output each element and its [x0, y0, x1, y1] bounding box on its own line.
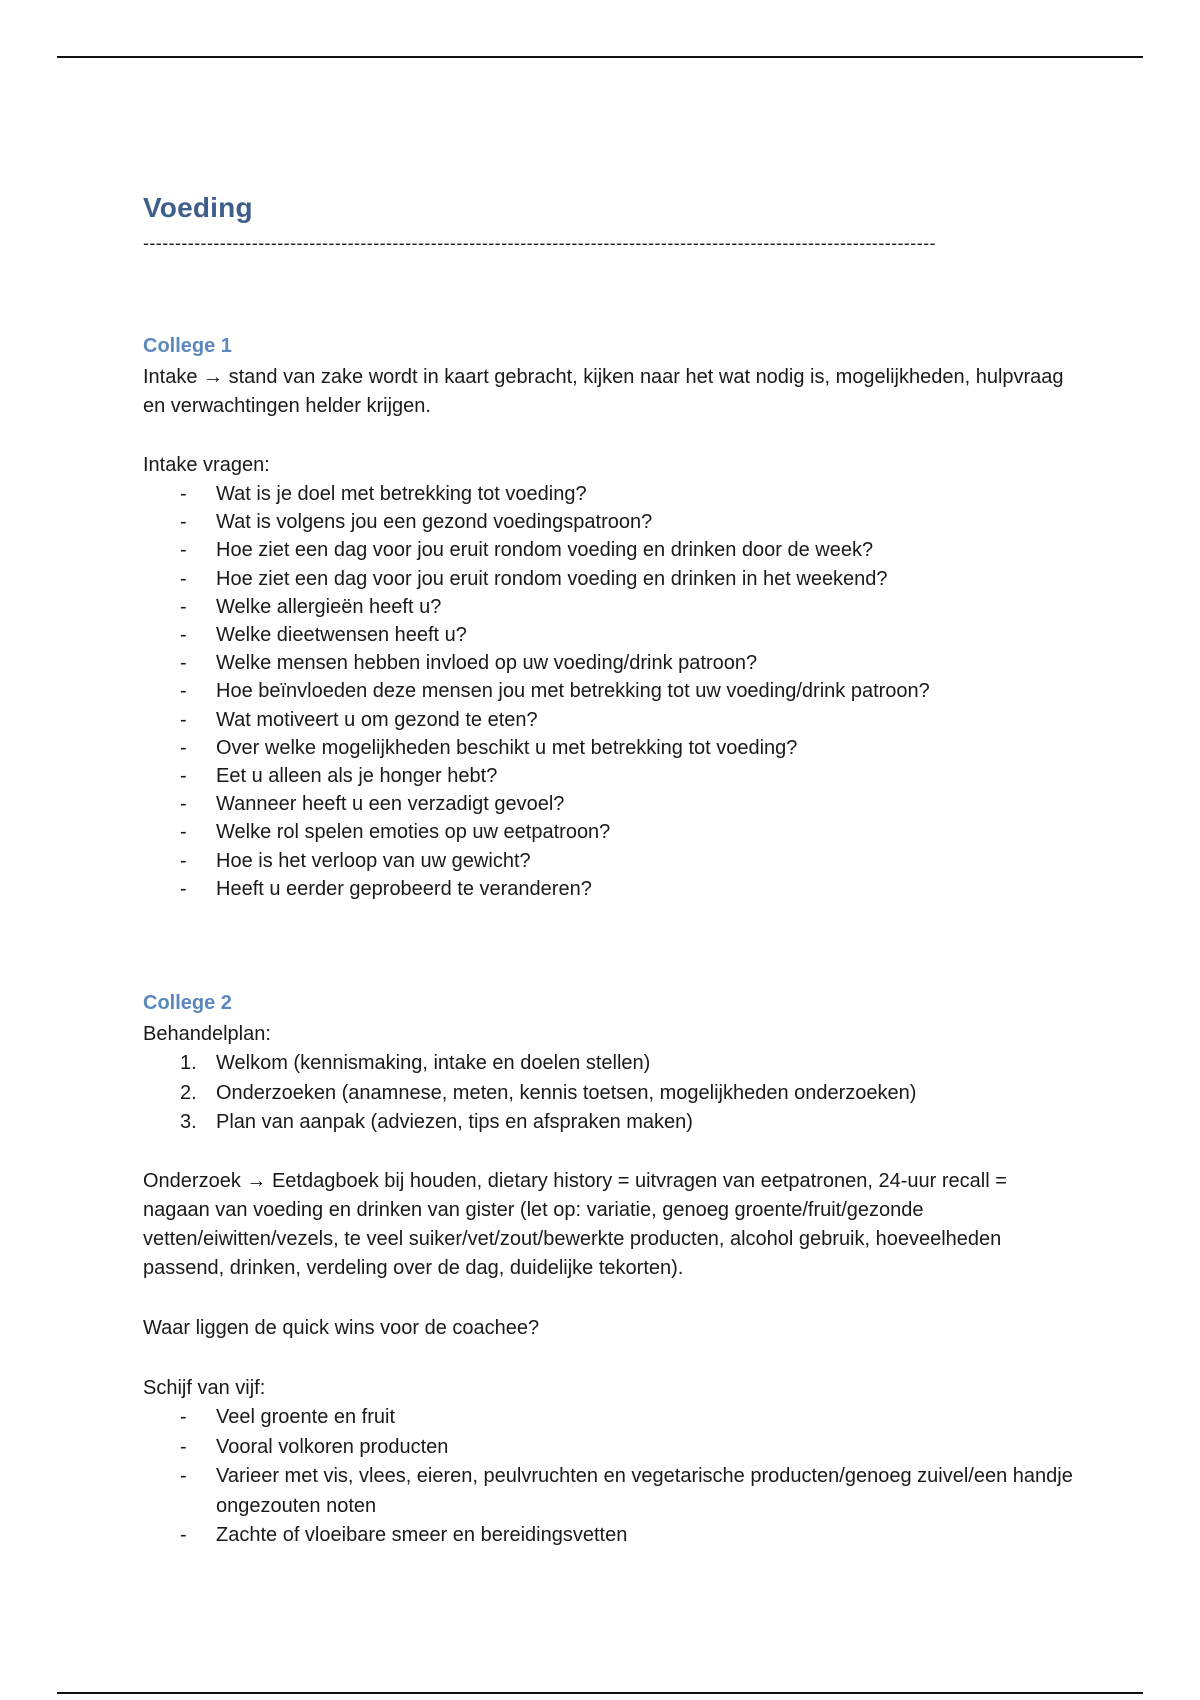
- treatment-plan-label: Behandelplan:: [143, 1023, 271, 1045]
- schijf-van-vijf-label: Schijf van vijf:: [143, 1377, 266, 1399]
- list-item: - Wat is volgens jou een gezond voedingspatroon?: [143, 508, 1076, 536]
- dash-bullet: -: [180, 567, 187, 590]
- dash-bullet: -: [180, 1465, 187, 1488]
- list-item: 2. Onderzoeken (anamnese, meten, kennis toetsen, mogelijkheden onderzoeken): [180, 1081, 917, 1104]
- dash-bullet: -: [180, 624, 187, 647]
- dash-bullet: -: [180, 483, 187, 505]
- list-item: 1. Welkom (kennismaking, intake en doelen stellen): [180, 1052, 651, 1074]
- dash-bullet: -: [180, 793, 187, 816]
- dash-bullet: -: [180, 680, 187, 703]
- list-item: - Wat motiveert u om gezond te eten?: [143, 706, 1076, 734]
- intake-text: stand van zake wordt in kaart gebracht, kijken naar het wat nodig is, mogelijkheden, hulpvraag en verwachtingen helder krijgen.: [143, 366, 1064, 417]
- arrow-right-icon: →: [203, 366, 224, 388]
- list-item: - Welke dieetwensen heeft u?: [143, 621, 1076, 649]
- list-item: - Zachte of vloeibare smeer en bereidingsvetten: [143, 1521, 1076, 1551]
- list-item: - Over welke mogelijkheden beschikt u met betrekking tot voeding?: [143, 734, 1076, 762]
- list-item: - Vooral volkoren producten: [143, 1433, 1076, 1463]
- list-item: - Heeft u eerder geprobeerd te veranderen?: [143, 875, 1076, 903]
- title-dashed-rule: ----------------------------------------------------------------------------------------------------------------------------: [143, 233, 936, 253]
- dash-bullet: -: [180, 652, 187, 675]
- list-item: - Hoe is het verloop van uw gewicht?: [143, 847, 1076, 875]
- intake-label: Intake: [143, 366, 198, 388]
- onderzoek-label: Onderzoek: [143, 1170, 241, 1192]
- list-item: - Welke allergieën heeft u?: [143, 593, 1076, 621]
- dash-bullet: -: [180, 595, 187, 618]
- dash-bullet: -: [180, 849, 187, 872]
- dash-bullet: -: [180, 1435, 187, 1458]
- treatment-plan-list: [143, 1049, 916, 1138]
- dash-bullet: -: [180, 539, 187, 562]
- quick-wins-question: Waar liggen de quick wins voor de coachee?: [143, 1317, 540, 1339]
- dash-bullet: -: [180, 1406, 187, 1428]
- list-item: - Veel groente en fruit: [143, 1403, 1076, 1433]
- schijf-van-vijf-list: [143, 1403, 1076, 1551]
- page-title: Voeding: [143, 192, 253, 223]
- list-item: - Varieer met vis, vlees, eieren, peulvruchten en vegetarische producten/genoeg zuivel/een handje ongezouten noten: [143, 1462, 1076, 1521]
- onderzoek-paragraph: [143, 1167, 1068, 1283]
- list-item: - Wanneer heeft u een verzadigt gevoel?: [143, 790, 1076, 818]
- list-item: - Welke rol spelen emoties op uw eetpatroon?: [143, 818, 1076, 846]
- list-item: - Hoe ziet een dag voor jou eruit rondom voeding en drinken door de week?: [143, 536, 1076, 564]
- intake-questions-list: [143, 480, 1076, 903]
- dash-bullet: -: [180, 821, 187, 844]
- list-item: - Hoe ziet een dag voor jou eruit rondom voeding en drinken in het weekend?: [143, 565, 1076, 593]
- list-item: 3. Plan van aanpak (adviezen, tips en afspraken maken): [180, 1111, 693, 1133]
- dash-bullet: -: [180, 877, 187, 900]
- dash-bullet: -: [180, 1524, 187, 1547]
- intake-paragraph: [143, 363, 1068, 421]
- onderzoek-text: Eetdagboek bij houden, dietary history = uitvragen van eetpatronen, 24-uur recall = nagaan van voeding en drinken van gister (let op: variatie, genoeg groente/fruit/gezonde vetten/eiwitten/vezels, te veel suiker/vet/zout/bewerkte producten, alcohol gebruik, hoeveelheden passend, drinken, verdeling over de dag, duidelijke tekorten).: [143, 1170, 1007, 1279]
- list-item: - Welke mensen hebben invloed op uw voeding/drink patroon?: [143, 649, 1076, 677]
- intake-questions-label: Intake vragen:: [143, 454, 270, 476]
- list-item: - Hoe beïnvloeden deze mensen jou met betrekking tot uw voeding/drink patroon?: [143, 677, 1076, 705]
- arrow-right-icon: →: [246, 1170, 267, 1192]
- bottom-rule: [57, 1692, 1143, 1694]
- college-1-heading: College 1: [143, 335, 232, 357]
- dash-bullet: -: [180, 708, 187, 731]
- dash-bullet: -: [180, 736, 187, 759]
- dash-bullet: -: [180, 765, 187, 788]
- top-rule: [57, 56, 1143, 58]
- list-item: - Wat is je doel met betrekking tot voeding?: [143, 480, 1076, 508]
- dash-bullet: -: [180, 511, 187, 534]
- college-2-heading: College 2: [143, 992, 232, 1014]
- list-item: - Eet u alleen als je honger hebt?: [143, 762, 1076, 790]
